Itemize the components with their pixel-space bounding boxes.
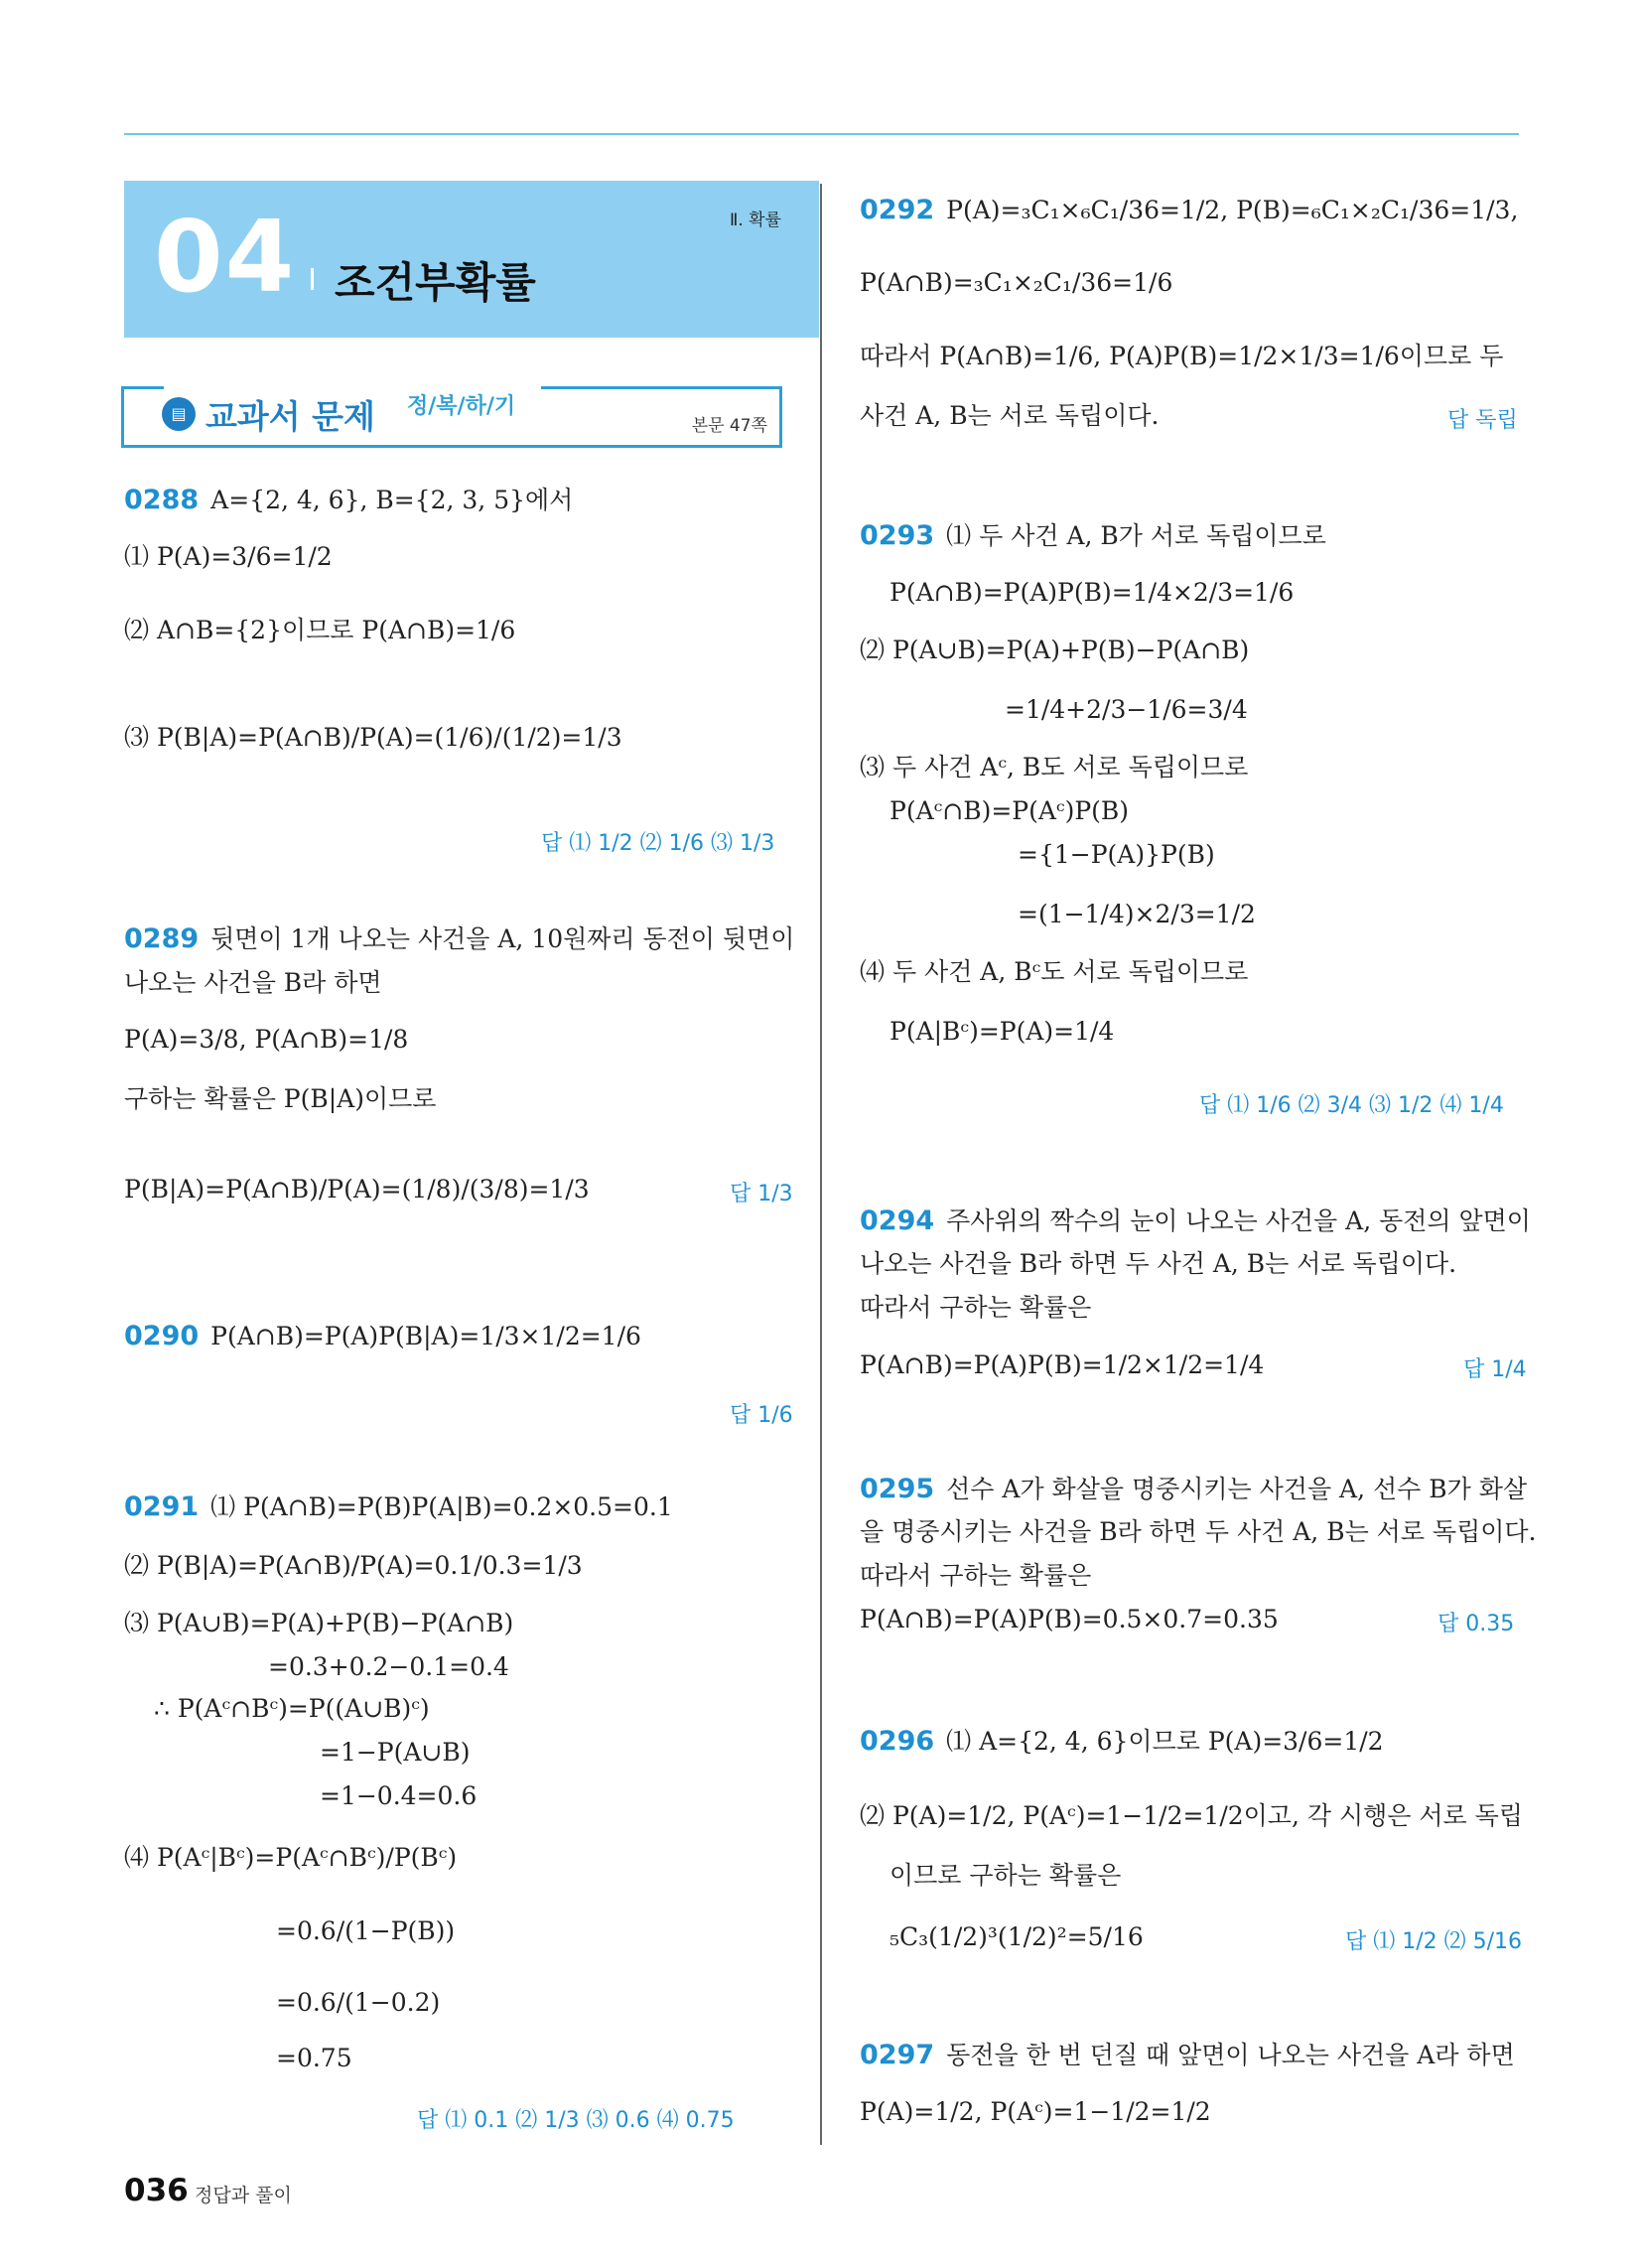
problem-line: P(A)=1/2, P(Aᶜ)=1−1/2=1/2: [860, 2097, 1211, 2126]
problem-line: [124, 1491, 673, 1523]
problem-line: [124, 485, 573, 516]
banner-separator: [311, 268, 314, 290]
problem-text: P(A)=₃C₁×₆C₁/36=1/2, P(B)=₆C₁×₂C₁/36=1/3,: [946, 196, 1519, 224]
problem-text: ⑴ A={2, 4, 6}이므로 P(A)=3/6=1/2: [946, 1727, 1384, 1756]
problem-text: 뒷면이 1개 나오는 사건을 A, 10원짜리 동전이 뒷면이: [210, 924, 795, 953]
problem-line: =1−0.4=0.6: [320, 1781, 478, 1810]
problem-line: [860, 195, 1518, 226]
problem-text: ⑴ P(A∩B)=P(B)P(A|B)=0.2×0.5=0.1: [210, 1492, 673, 1521]
problem-line: P(A∩B)=P(A)P(B)=1/2×1/2=1/4: [860, 1350, 1265, 1379]
problem-number: 0297: [860, 2040, 935, 2070]
problem-line: ⑵ A∩B={2}이므로 P(A∩B)=1/6: [124, 616, 516, 644]
problem-line: ⑵ P(A∪B)=P(A)+P(B)−P(A∩B): [860, 636, 1250, 664]
problem-line: [860, 1205, 1531, 1237]
chapter-number: 04: [154, 199, 297, 315]
problem-number: 0293: [860, 520, 935, 551]
problem-line: 이므로 구하는 확률은: [889, 1861, 1122, 1890]
problem-line: =0.3+0.2−0.1=0.4: [268, 1652, 509, 1681]
problem-line: =1−P(A∪B): [320, 1738, 471, 1767]
problem-line: ∴ P(Aᶜ∩Bᶜ)=P((A∪B)ᶜ): [154, 1694, 430, 1723]
part-label: Ⅱ. 확률: [729, 211, 781, 230]
problem-line: 구하는 확률은 P(B|A)이므로: [124, 1084, 437, 1113]
problem-line: 나오는 사건을 B라 하면: [124, 968, 382, 997]
problem-line: ⑶ P(A∪B)=P(A)+P(B)−P(A∩B): [124, 1609, 514, 1637]
problem-number: 0290: [124, 1321, 200, 1351]
problem-line: =0.6/(1−P(B)): [276, 1916, 456, 1945]
problem-line: P(A∩B)=P(A)P(B)=0.5×0.7=0.35: [860, 1605, 1279, 1633]
problem-number: 0296: [860, 1726, 935, 1757]
top-rule: [124, 133, 1519, 135]
problem-line: [860, 520, 1326, 552]
problem-number: 0288: [124, 485, 200, 515]
problem-line: =0.6/(1−0.2): [276, 1988, 441, 2017]
problem-text: A={2, 4, 6}, B={2, 3, 5}에서: [210, 486, 574, 514]
chapter-title: 조건부확률: [335, 258, 536, 307]
problem-line: =1/4+2/3−1/6=3/4: [1005, 695, 1248, 724]
problem-line: P(Aᶜ∩B)=P(Aᶜ)P(B): [889, 796, 1130, 825]
answer: 답 1/6: [730, 1403, 793, 1428]
problem-line: =(1−1/4)×2/3=1/2: [1018, 900, 1256, 928]
problem-number: 0294: [860, 1205, 935, 1236]
problem-line: [860, 1474, 1527, 1505]
problem-line: [124, 1321, 641, 1352]
column-divider: [820, 184, 822, 2145]
section-header: [124, 389, 782, 448]
problem-line: 사건 A, B는 서로 독립이다.: [860, 401, 1160, 430]
section-label: 교과서 문제: [205, 397, 375, 436]
chapter-banner: [124, 181, 819, 338]
answer: 답 ⑴ 1/6 ⑵ 3/4 ⑶ 1/2 ⑷ 1/4: [1199, 1093, 1504, 1118]
problem-text: P(A∩B)=P(A)P(B|A)=1/3×1/2=1/6: [210, 1322, 641, 1350]
problem-line: [860, 1726, 1384, 1758]
problem-line: P(A∩B)=₃C₁×₂C₁/36=1/6: [860, 268, 1173, 297]
section-border-top: [124, 386, 164, 389]
section-border-top-right: [541, 386, 782, 389]
problem-line: 따라서 구하는 확률은: [860, 1561, 1092, 1590]
answer: 답 ⑴ 0.1 ⑵ 1/3 ⑶ 0.6 ⑷ 0.75: [417, 2108, 735, 2133]
problem-number: 0295: [860, 1474, 935, 1504]
answer: 답 0.35: [1437, 1612, 1515, 1636]
problem-line: ⑶ 두 사건 Aᶜ, B도 서로 독립이므로: [860, 753, 1249, 781]
page-reference: 본문 47쪽: [691, 416, 767, 436]
problem-line: ⑷ P(Aᶜ|Bᶜ)=P(Aᶜ∩Bᶜ)/P(Bᶜ): [124, 1843, 458, 1872]
section-sub: 정/복/하/기: [407, 394, 516, 419]
problem-line: ⑴ P(A)=3/6=1/2: [124, 542, 333, 571]
page-number: 036: [124, 2173, 189, 2208]
problem-line: ⑵ P(B|A)=P(A∩B)/P(A)=0.1/0.3=1/3: [124, 1551, 583, 1580]
answer: 답 ⑴ 1/2 ⑵ 1/6 ⑶ 1/3: [541, 831, 775, 856]
problem-line: 따라서 P(A∩B)=1/6, P(A)P(B)=1/2×1/3=1/6이므로 두: [860, 342, 1504, 370]
problem-text: 선수 A가 화살을 명중시키는 사건을 A, 선수 B가 화살: [946, 1475, 1528, 1503]
footer-label: 정답과 풀이: [195, 2185, 292, 2206]
problem-text: ⑴ 두 사건 A, B가 서로 독립이므로: [946, 521, 1326, 550]
problem-line: [860, 2040, 1515, 2071]
problem-line: 따라서 구하는 확률은: [860, 1293, 1092, 1322]
problem-line: =0.75: [276, 2044, 352, 2072]
problem-text: 주사위의 짝수의 눈이 나오는 사건을 A, 동전의 앞면이: [946, 1206, 1531, 1235]
problem-line: ⑵ P(A)=1/2, P(Aᶜ)=1−1/2=1/2이고, 각 시행은 서로 독립: [860, 1801, 1523, 1830]
problem-number: 0291: [124, 1491, 200, 1522]
book-icon: ▤: [162, 397, 196, 431]
problem-line: P(A)=3/8, P(A∩B)=1/8: [124, 1025, 409, 1054]
problem-number: 0292: [860, 195, 935, 225]
problem-line: ⑶ P(B|A)=P(A∩B)/P(A)=(1/6)/(1/2)=1/3: [124, 723, 622, 752]
answer: 답 ⑴ 1/2 ⑵ 5/16: [1345, 1929, 1523, 1954]
problem-text: 동전을 한 번 던질 때 앞면이 나오는 사건을 A라 하면: [946, 2041, 1515, 2069]
problem-number: 0289: [124, 923, 200, 954]
answer: 답 1/4: [1463, 1357, 1527, 1382]
problem-line: P(A|Bᶜ)=P(A)=1/4: [889, 1017, 1115, 1046]
answer: 답 1/3: [730, 1182, 793, 1206]
problem-line: P(B|A)=P(A∩B)/P(A)=(1/8)/(3/8)=1/3: [124, 1175, 590, 1204]
problem-line: P(A∩B)=P(A)P(B)=1/4×2/3=1/6: [889, 578, 1295, 607]
problem-line: 을 명중시키는 사건을 B라 하면 두 사건 A, B는 서로 독립이다.: [860, 1517, 1537, 1546]
problem-line: ₅C₃(1/2)³(1/2)²=5/16: [889, 1922, 1144, 1951]
problem-line: ⑷ 두 사건 A, Bᶜ도 서로 독립이므로: [860, 957, 1249, 986]
problem-line: 나오는 사건을 B라 하면 두 사건 A, B는 서로 독립이다.: [860, 1249, 1457, 1278]
problem-line: [124, 923, 794, 955]
section-border-left: [121, 386, 124, 448]
answer: 답 독립: [1447, 408, 1518, 433]
problem-line: ={1−P(A)}P(B): [1018, 840, 1215, 869]
